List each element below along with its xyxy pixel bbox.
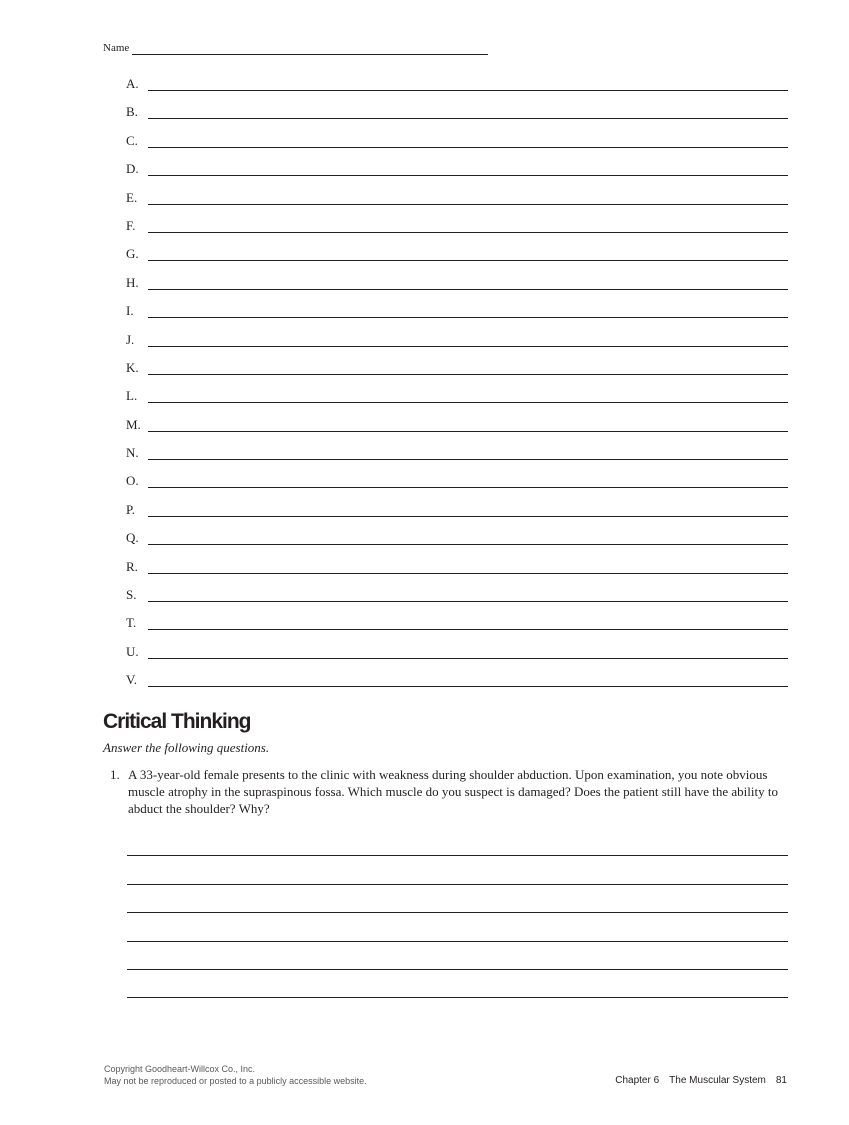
answer-letter: P.: [126, 501, 136, 517]
answer-line[interactable]: [148, 601, 788, 602]
answer-row: [126, 644, 788, 672]
answer-row: [126, 615, 788, 643]
answer-line[interactable]: [127, 970, 788, 998]
chapter-label: Chapter 6: [615, 1075, 660, 1086]
answer-letter: G.: [126, 246, 139, 262]
copyright: [104, 1063, 367, 1087]
question-answer-lines: [127, 828, 788, 998]
answer-line[interactable]: [148, 317, 788, 318]
answer-row: [126, 587, 788, 615]
copyright-line-2: May not be reproduced or posted to a publicly accessible website.: [104, 1076, 367, 1086]
answer-line[interactable]: [148, 232, 788, 233]
answer-line[interactable]: [148, 204, 788, 205]
chapter-title: The Muscular System: [669, 1075, 766, 1086]
answer-line[interactable]: [148, 346, 788, 347]
answer-line[interactable]: [148, 147, 788, 148]
answer-line[interactable]: [148, 516, 788, 517]
answer-letter: V.: [126, 672, 137, 688]
name-label: Name: [103, 42, 130, 54]
answer-line[interactable]: [127, 885, 788, 913]
answer-row: [126, 502, 788, 530]
section-instruction: Answer the following questions.: [103, 740, 270, 755]
answer-row: [126, 332, 788, 360]
answer-row: [126, 303, 788, 331]
answer-row: [126, 218, 788, 246]
answer-row: [126, 133, 788, 161]
answer-line[interactable]: [148, 629, 788, 630]
answer-line[interactable]: [148, 658, 788, 659]
copyright-line-1: Copyright Goodheart-Willcox Co., Inc.: [104, 1064, 256, 1074]
answer-line[interactable]: [148, 90, 788, 91]
answer-row: [126, 473, 788, 501]
answer-row: [126, 246, 788, 274]
answer-letter: M.: [126, 416, 141, 432]
answer-line[interactable]: [148, 686, 788, 687]
answer-line[interactable]: [148, 374, 788, 375]
page-footer: [605, 1074, 787, 1088]
name-field-line[interactable]: [132, 42, 488, 55]
answer-row: [126, 360, 788, 388]
answer-letter: T.: [126, 615, 137, 631]
answer-letter: L.: [126, 388, 138, 404]
answer-row: [126, 417, 788, 445]
page-number: 81: [775, 1075, 787, 1086]
question-number: 1.: [110, 767, 120, 782]
answer-line[interactable]: [148, 573, 788, 574]
answer-row: [126, 161, 788, 189]
answer-list: [126, 76, 788, 701]
answer-row: [126, 104, 788, 132]
answer-row: [126, 388, 788, 416]
answer-letter: R.: [126, 558, 138, 574]
answer-row: [126, 76, 788, 104]
answer-letter: K.: [126, 359, 139, 375]
question-1: [110, 766, 788, 817]
answer-letter: J.: [126, 331, 135, 347]
answer-letter: I.: [126, 303, 134, 319]
answer-line[interactable]: [148, 544, 788, 545]
answer-line[interactable]: [148, 402, 788, 403]
answer-row: [126, 530, 788, 558]
answer-line[interactable]: [127, 828, 788, 856]
answer-letter: N.: [126, 445, 139, 461]
answer-line[interactable]: [148, 459, 788, 460]
answer-letter: Q.: [126, 530, 139, 546]
answer-line[interactable]: [148, 260, 788, 261]
name-row: [103, 42, 488, 55]
answer-row: [126, 275, 788, 303]
answer-line[interactable]: [148, 289, 788, 290]
answer-row: [126, 445, 788, 473]
answer-row: [126, 672, 788, 700]
answer-line[interactable]: [148, 431, 788, 432]
answer-letter: E.: [126, 189, 138, 205]
answer-letter: O.: [126, 473, 139, 489]
answer-line[interactable]: [148, 118, 788, 119]
answer-letter: F.: [126, 217, 136, 233]
answer-letter: B.: [126, 104, 138, 120]
answer-letter: D.: [126, 161, 139, 177]
answer-line[interactable]: [148, 175, 788, 176]
answer-letter: C.: [126, 132, 138, 148]
answer-letter: S.: [126, 587, 137, 603]
answer-letter: H.: [126, 274, 139, 290]
answer-letter: A.: [126, 76, 139, 91]
answer-row: [126, 559, 788, 587]
answer-line[interactable]: [127, 942, 788, 970]
answer-letter: U.: [126, 643, 139, 659]
answer-line[interactable]: [127, 856, 788, 884]
question-text: A 33-year-old female presents to the clinic with weakness during shoulder abduction. Upon examination, you note obvious muscle atrophy in the supraspinous fossa. Which muscle do you suspect is damaged? Does the patient still have the ability to abduct the shoulder? Why?: [128, 767, 778, 816]
section-title: Critical Thinking: [103, 710, 251, 733]
answer-line[interactable]: [148, 487, 788, 488]
answer-row: [126, 190, 788, 218]
answer-line[interactable]: [127, 913, 788, 941]
